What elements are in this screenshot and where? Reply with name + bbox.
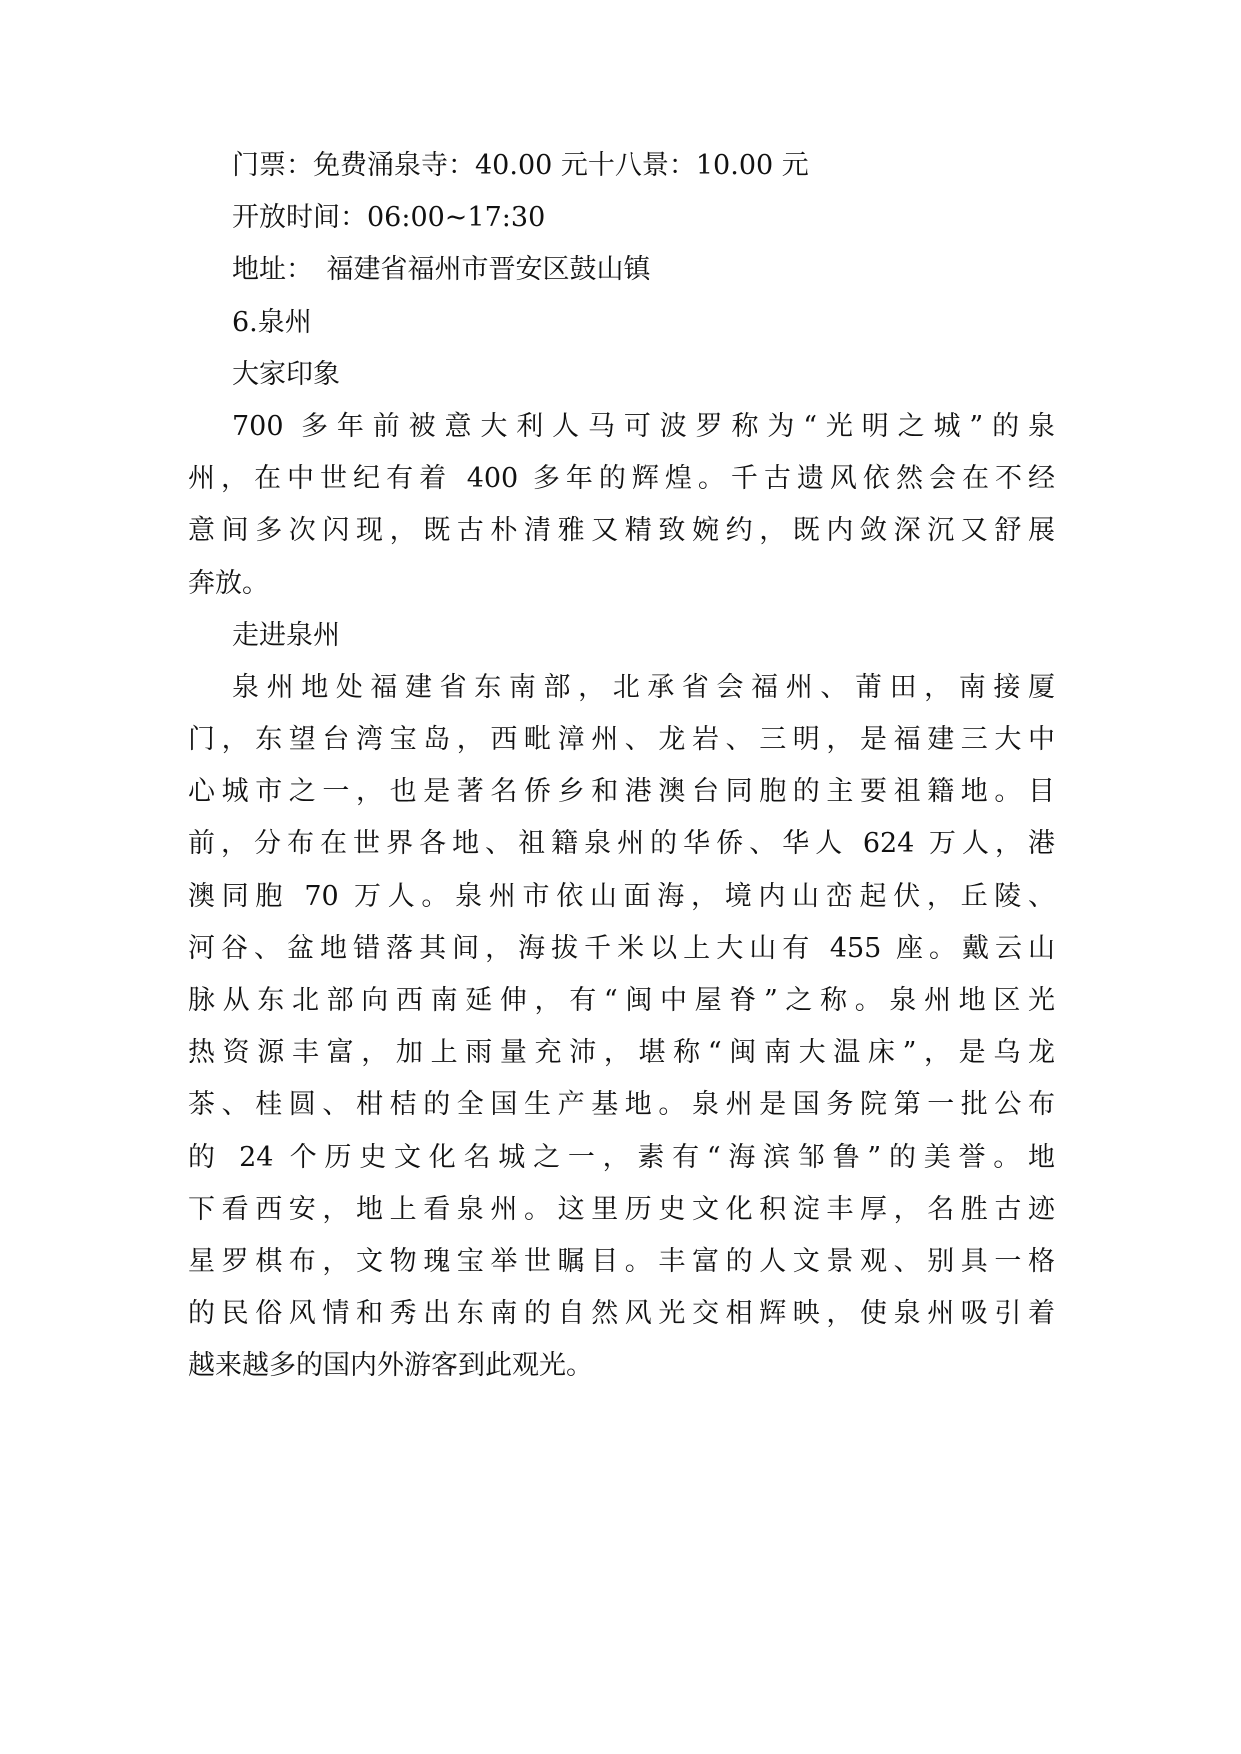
paragraph-line: 意间多次闪现，既古朴清雅又精致婉约，既内敛深沉又舒展 <box>188 515 1055 547</box>
paragraph-line: 河谷、盆地错落其间，海拔千米以上大山有 455 座。戴云山 <box>188 932 1055 964</box>
document-page <box>188 140 1055 1393</box>
paragraph-line: 茶、桂圆、柑桔的全国生产基地。泉州是国务院第一批公布 <box>188 1089 1055 1121</box>
paragraph-line: 门，东望台湾宝岛，西毗漳州、龙岩、三明，是福建三大中 <box>188 724 1055 756</box>
paragraph-line: 的 24 个历史文化名城之一，素有“海滨邹鲁”的美誉。地 <box>188 1141 1055 1173</box>
paragraph-line: 泉州地处福建省东南部，北承省会福州、莆田，南接厦 <box>232 671 1055 703</box>
paragraph-line: 700 多年前被意大利人马可波罗称为“光明之城”的泉 <box>232 410 1055 442</box>
section-title: 6.泉州 <box>232 306 312 338</box>
ticket-info: 门票：免费涌泉寺：40.00 元十八景：10.00 元 <box>232 150 809 181</box>
paragraph-line: 越来越多的国内外游客到此观光。 <box>188 1350 593 1382</box>
paragraph-line: 前，分布在世界各地、祖籍泉州的华侨、华人 624 万人，港 <box>188 828 1055 860</box>
paragraph-line: 奔放。 <box>188 567 269 599</box>
paragraph-line: 下看西安，地上看泉州。这里历史文化积淀丰厚，名胜古迹 <box>188 1193 1055 1225</box>
paragraph-line: 热资源丰富，加上雨量充沛，堪称“闽南大温床”，是乌龙 <box>188 1037 1055 1069</box>
paragraph-line: 的民俗风情和秀出东南的自然风光交相辉映，使泉州吸引着 <box>188 1298 1055 1330</box>
paragraph-line: 州，在中世纪有着 400 多年的辉煌。千古遗风依然会在不经 <box>188 463 1055 495</box>
paragraph-line: 澳同胞 70 万人。泉州市依山面海，境内山峦起伏，丘陵、 <box>188 880 1055 912</box>
enter-heading: 走进泉州 <box>232 619 340 651</box>
paragraph-line: 脉从东北部向西南延伸，有“闽中屋脊”之称。泉州地区光 <box>188 985 1055 1016</box>
opening-hours: 开放时间：06:00~17:30 <box>232 202 546 234</box>
impression-heading: 大家印象 <box>232 358 340 390</box>
paragraph-line: 星罗棋布，文物瑰宝举世瞩目。丰富的人文景观、别具一格 <box>188 1245 1055 1277</box>
paragraph-line: 心城市之一，也是著名侨乡和港澳台同胞的主要祖籍地。目 <box>188 776 1055 808</box>
address: 地址： 福建省福州市晋安区鼓山镇 <box>232 254 651 286</box>
